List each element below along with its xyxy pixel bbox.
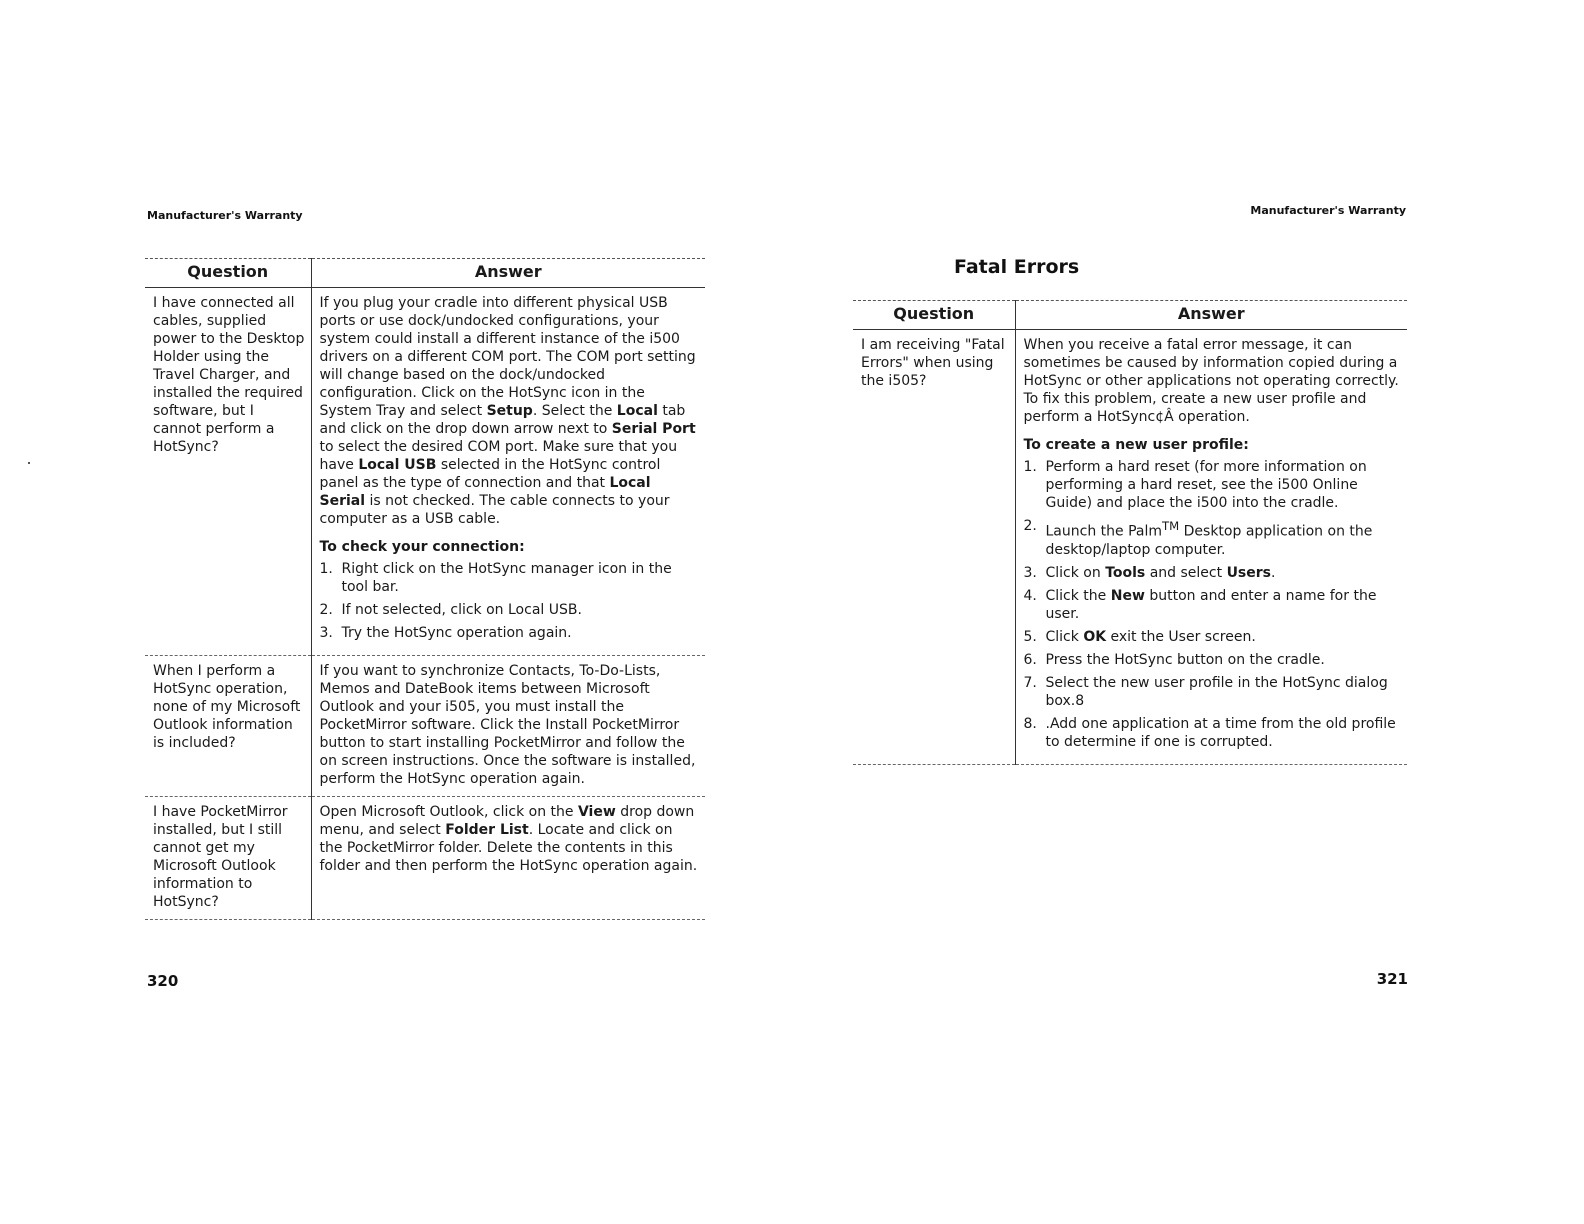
question-header: Question bbox=[145, 259, 311, 288]
answer-cell bbox=[311, 797, 705, 920]
question-cell: I have PocketMirror installed, but I still cannot get my Microsoft Outlook information to HotSync? bbox=[145, 797, 311, 920]
answer-cell bbox=[1015, 330, 1407, 765]
question-header: Question bbox=[853, 301, 1015, 330]
list-item: 2. If not selected, click on Local USB. bbox=[319, 602, 582, 618]
qa-table-left bbox=[145, 258, 705, 920]
question-cell: When I perform a HotSync operation, none of my Microsoft Outlook information is included? bbox=[145, 656, 311, 797]
answer-header: Answer bbox=[311, 259, 705, 288]
list-item: 3. Click on Tools and select Users. bbox=[1023, 564, 1276, 581]
answer-paragraph: Open Microsoft Outlook, click on the View drop down menu, and select Folder List. Locate and click on the PocketMirror folder. Delete the contents in this folder and then perform the HotSync operation again. bbox=[319, 804, 698, 874]
list-item: 5. Click OK exit the User screen. bbox=[1023, 628, 1256, 645]
list-item: 3. Try the HotSync operation again. bbox=[319, 625, 572, 641]
running-head-left: Manufacturer's Warranty bbox=[147, 209, 303, 222]
list-item: 8. .Add one application at a time from the old profile to determine if one is corrupted. bbox=[1023, 715, 1396, 750]
step-list bbox=[1024, 458, 1402, 751]
section-title: Fatal Errors bbox=[954, 256, 1080, 278]
list-item: 1. Perform a hard reset (for more information on performing a hard reset, see the i500 Online Guide) and place the i500 into the cradle. bbox=[1023, 459, 1367, 511]
question-cell: I have connected all cables, supplied power to the Desktop Holder using the Travel Charger, and installed the required software, but I cannot perform a HotSync? bbox=[145, 288, 311, 656]
qa-table-right bbox=[853, 300, 1407, 765]
list-item: 2. Launch the Palm™ Desktop application on the desktop/laptop computer. bbox=[1023, 518, 1373, 558]
list-item: 4. Click the New button and enter a name for the user. bbox=[1023, 587, 1377, 622]
table-row bbox=[145, 288, 705, 656]
running-head-right: Manufacturer's Warranty bbox=[1250, 204, 1406, 217]
question-cell: I am receiving "Fatal Errors" when using the i505? bbox=[853, 330, 1015, 765]
table-header-row bbox=[145, 259, 705, 288]
table-row bbox=[145, 656, 705, 797]
page-number-left: 320 bbox=[147, 972, 179, 990]
answer-header: Answer bbox=[1015, 301, 1407, 330]
list-item: 7. Select the new user profile in the HotSync dialog box.8 bbox=[1023, 674, 1388, 709]
answer-paragraph: If you plug your cradle into different physical USB ports or use dock/undocked configurations, your system could install a different instance of the i500 drivers on a different COM port. The COM port setting will change based on the dock/undocked configuration. Click on the HotSync icon in the System Tray and select Setup. Select the Local tab and click on the drop down arrow next to Serial Port to select the desired COM port. Make sure that you have Local USB selected in the HotSync control panel as the type of connection and that Local Serial is not checked. The cable connects to your computer as a USB cable. bbox=[319, 295, 696, 527]
table-row bbox=[145, 797, 705, 920]
answer-cell bbox=[311, 288, 705, 656]
step-list bbox=[320, 560, 700, 642]
page-number-right: 321 bbox=[1376, 970, 1408, 988]
procedure-heading: To create a new user profile: bbox=[1023, 437, 1249, 453]
table-row bbox=[853, 330, 1407, 765]
table-header-row bbox=[853, 301, 1407, 330]
list-item: 6. Press the HotSync button on the cradle. bbox=[1023, 651, 1325, 668]
answer-paragraph: If you want to synchronize Contacts, To-Do-Lists, Memos and DateBook items between Microsoft Outlook and your i505, you must install the PocketMirror software. Click the Install PocketMirror button to start installing PocketMirror and follow the on screen instructions. Once the software is installed, perform the HotSync operation again. bbox=[319, 663, 696, 787]
answer-paragraph: When you receive a fatal error message, it can sometimes be caused by information copied during a HotSync or other applications not operating correctly. To fix this problem, create a new user profile and perform a HotSync¢Â operation. bbox=[1023, 337, 1399, 425]
list-item: 1. Right click on the HotSync manager icon in the tool bar. bbox=[319, 561, 672, 595]
procedure-heading: To check your connection: bbox=[319, 539, 525, 555]
answer-cell bbox=[311, 656, 705, 797]
right-page bbox=[792, 0, 1584, 1224]
scan-speck bbox=[28, 462, 30, 464]
